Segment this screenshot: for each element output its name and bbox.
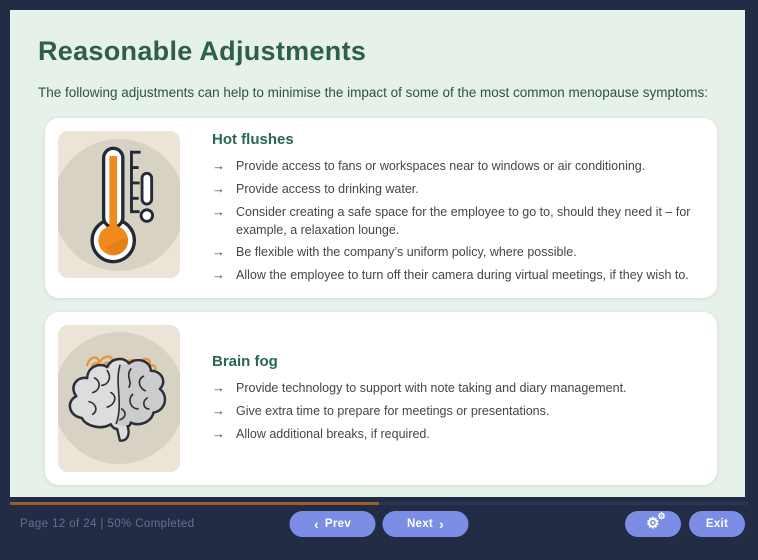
card-heading: Brain fog (212, 353, 278, 371)
bullet-list (212, 157, 698, 285)
player-footer (0, 497, 758, 560)
list-item (212, 425, 698, 444)
card-hot-flushes (45, 118, 717, 298)
arrow-right-icon: → (212, 203, 225, 219)
bullet-text: Allow additional breaks, if required. (236, 426, 430, 441)
bullet-text: Be flexible with the company’s uniform policy, where possible. (236, 245, 577, 260)
arrow-right-icon: → (212, 181, 225, 197)
next-button-label: Next (406, 517, 434, 530)
arrow-right-icon: → (212, 158, 225, 174)
slide-content-area (10, 10, 745, 497)
bullet-text: Provide access to fans or workspaces near to windows or air conditioning. (236, 159, 646, 174)
bullet-text: Consider creating a safe space for the employee to go to, should they need it – for example, a relaxation lounge. (236, 204, 691, 238)
next-button[interactable] (383, 511, 469, 537)
list-item (212, 180, 698, 199)
list-item (212, 402, 698, 421)
list-item (212, 157, 698, 176)
brain-icon (60, 332, 178, 464)
progress-bar-fill (10, 502, 379, 505)
card-text-block (212, 131, 704, 285)
exit-button-label: Exit (705, 517, 729, 530)
list-item (212, 243, 698, 262)
page-title: Reasonable Adjustments (38, 36, 367, 66)
card-text-block (212, 325, 704, 472)
list-item (212, 379, 698, 398)
settings-button[interactable] (625, 511, 681, 537)
list-item (212, 266, 698, 285)
bullet-list (212, 379, 698, 444)
brain-fog-icon-tile (58, 325, 180, 472)
progress-bar (10, 502, 748, 505)
list-item (212, 203, 698, 239)
exit-button[interactable] (689, 511, 745, 537)
prev-button-label: Prev (324, 517, 352, 530)
cards-list (45, 118, 717, 485)
page-status: Page 12 of 24 | 50% Completed (20, 517, 195, 530)
card-heading: Hot flushes (212, 131, 294, 149)
bullet-text: Give extra time to prepare for meetings or presentations. (236, 403, 550, 418)
arrow-right-icon: → (212, 380, 225, 396)
gears-icon: ⚙ ⚙ (646, 510, 666, 532)
chevron-right-icon: › (439, 515, 445, 532)
arrow-right-icon: → (212, 425, 225, 441)
hot-flushes-icon-tile (58, 131, 180, 278)
utility-buttons (625, 511, 745, 537)
arrow-right-icon: → (212, 267, 225, 283)
arrow-right-icon: → (212, 402, 225, 418)
card-brain-fog (45, 312, 717, 485)
footer-controls-row (0, 510, 758, 537)
chevron-left-icon: ‹ (313, 515, 319, 532)
prev-button[interactable] (290, 511, 376, 537)
bullet-text: Provide access to drinking water. (236, 182, 419, 197)
nav-buttons (290, 511, 469, 537)
thermometer-icon (71, 141, 167, 269)
arrow-right-icon: → (212, 244, 225, 260)
bullet-text: Allow the employee to turn off their camera during virtual meetings, if they wish to. (236, 268, 689, 283)
intro-text: The following adjustments can help to minimise the impact of some of the most common menopause symptoms: (38, 85, 709, 100)
bullet-text: Provide technology to support with note taking and diary management. (236, 381, 627, 396)
